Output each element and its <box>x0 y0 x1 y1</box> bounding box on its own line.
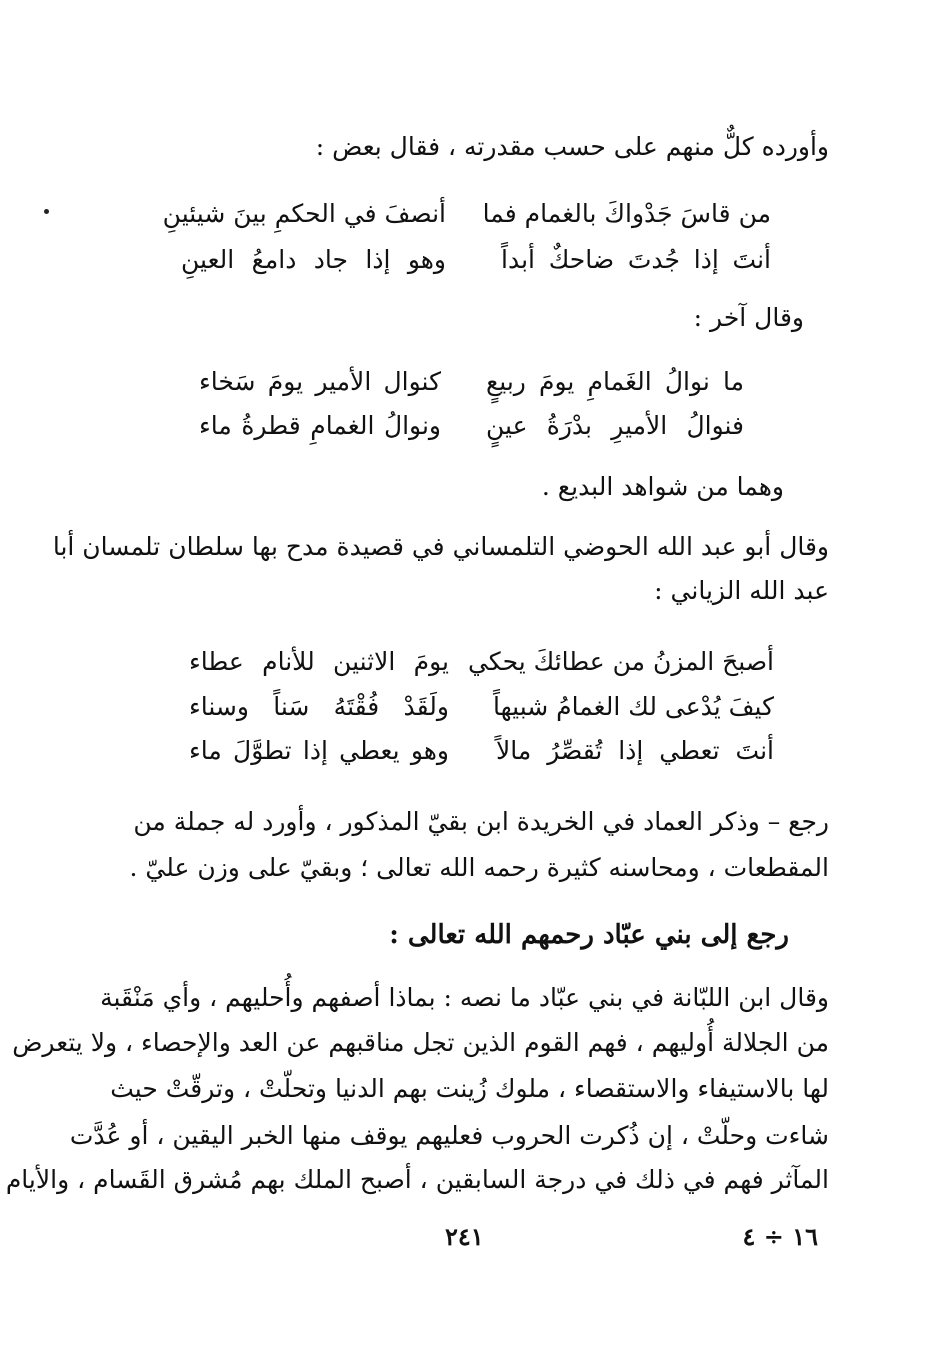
hemistich-right: كيفَ يُدْعى لك الغمامُ شبيهاً <box>493 692 774 721</box>
hemistich-left: ولَقَدْ فُقْتَهُ سَناً وسناء <box>189 692 449 721</box>
verse-2-2 <box>199 409 744 443</box>
hemistich-left: يومَ الاثنين للأنام عطاء <box>189 647 449 676</box>
paragraph-3-line-2: من الجلالة أُوليهم ، فهم القوم الذين تجل مناقبهم عن العد والإحصاء ، ولا يتعرض <box>12 1028 829 1057</box>
paragraph-3-line-1: وقال ابن اللبّانة في بني عبّاد ما نصه : بماذا أصفهم وأُحليهم ، وأي مَنْقَبة <box>100 983 829 1012</box>
paragraph-1-line-2: عبد الله الزياني : <box>654 576 829 605</box>
intro2-line: وقال آخر : <box>693 303 804 332</box>
hemistich-right: أنتَ تعطي إذا تُقصِّرُ مالاً <box>496 736 774 765</box>
hemistich-left: أنصفَ في الحكمِ بينَ شيئينِ <box>162 199 446 228</box>
paragraph-1-line-1: وقال أبو عبد الله الحوضي التلمساني في قصيدة مدح بها سلطان تلمسان أبا <box>52 532 829 561</box>
page-number: ٢٤١ <box>445 1222 484 1251</box>
paragraph-2-line-2: المقطعات ، ومحاسنه كثيرة رحمه الله تعالى ؛ وبقيّ على وزن عليّ . <box>129 853 829 882</box>
hemistich-left: وهو يعطي إذا تطوَّلَ ماء <box>189 736 449 765</box>
verse-2-1 <box>199 365 744 399</box>
intro-line: وأورده كلٌّ منهم على حسب مقدرته ، فقال بعض : <box>315 132 829 161</box>
hemistich-right: أصبحَ المزنُ من عطائكَ يحكي <box>467 647 774 676</box>
section-heading: رجع إلى بني عبّاد رحمهم الله تعالى : <box>389 920 789 950</box>
signature-mark: ١٦ ÷ ٤ <box>742 1222 818 1251</box>
verse-3-1 <box>189 645 774 679</box>
stray-dot <box>44 209 49 214</box>
verse-3-2 <box>189 690 774 724</box>
verse-1-1 <box>162 197 771 231</box>
hemistich-left: كنوال الأمير يومَ سَخاء <box>199 367 441 396</box>
verse-3-3 <box>189 734 774 768</box>
paragraph-3-line-5: المآثر فهم في ذلك في درجة السابقين ، أصبح الملك بهم مُشرق القَسام ، والأيام <box>5 1165 829 1194</box>
hemistich-left: وهو إذا جاد دامعُ العينِ <box>181 245 446 274</box>
hemistich-left: ونوالُ الغمامِ قطرةُ ماء <box>199 411 441 440</box>
paragraph-2-line-1: رجع – وذكر العماد في الخريدة ابن بقيّ المذكور ، وأورد له جملة من <box>133 807 829 836</box>
hemistich-right: فنوالُ الأميرِ بدْرَةُ عينٍ <box>486 411 744 440</box>
note-line: وهما من شواهد البديع . <box>541 472 784 501</box>
verse-1-2 <box>181 243 771 277</box>
hemistich-right: أنتَ إذا جُدتَ ضاحكٌ أبداً <box>501 245 771 274</box>
hemistich-right: ما نوالُ الغَمامِ يومَ ربيعٍ <box>486 367 744 396</box>
paragraph-3-line-4: شاءت وحلّتْ ، إن ذُكرت الحروب فعليهم يوقف منها الخبر اليقين ، أو عُدَّت <box>69 1121 829 1150</box>
paragraph-3-line-3: لها بالاستيفاء والاستقصاء ، ملوك زُينت بهم الدنيا وتحلّتْ ، وترقّتْ حيث <box>110 1074 829 1103</box>
hemistich-right: من قاسَ جَدْواكَ بالغمام فما <box>482 199 771 228</box>
